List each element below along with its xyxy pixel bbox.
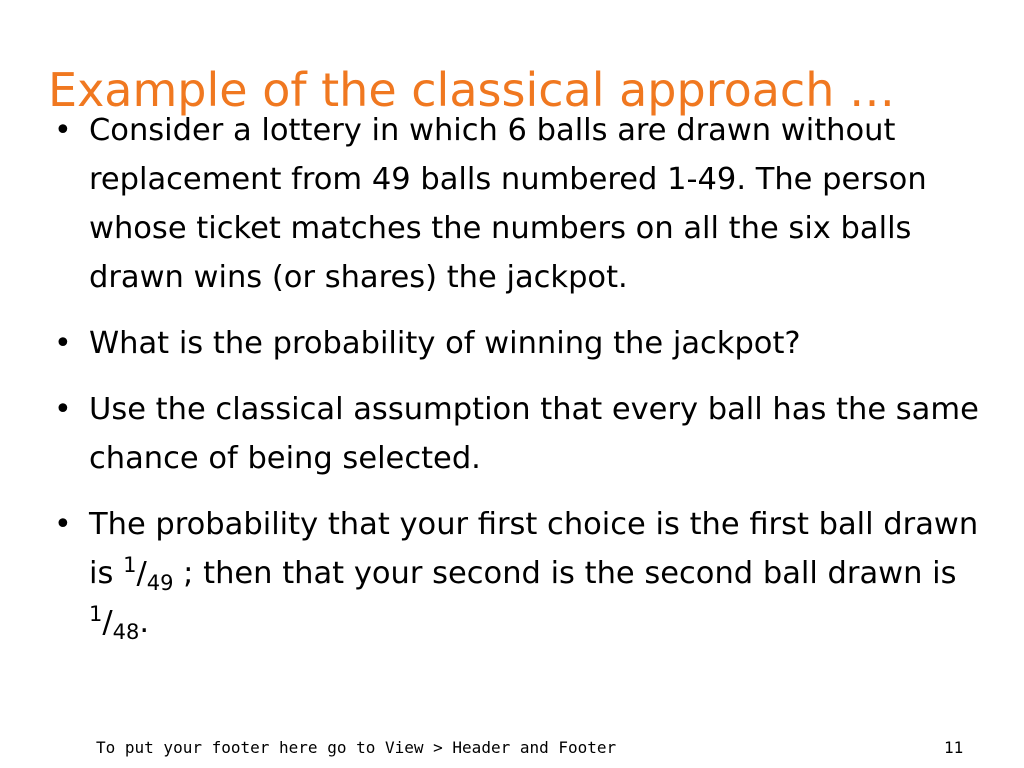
fraction-slash: /: [136, 556, 147, 591]
fraction-numerator: 1: [89, 601, 103, 626]
bullet-item-probability: [54, 500, 989, 647]
page-number: 11: [944, 738, 964, 757]
bullet-text: [89, 507, 979, 645]
bullet-text-part: ; then that your second is the second ball drawn is: [173, 556, 957, 591]
footer-text: To put your footer here go to View > Header and Footer: [96, 738, 617, 757]
bullet-icon: •: [54, 113, 72, 148]
bullet-text-part: .: [139, 605, 150, 640]
bullet-item-question: [54, 319, 989, 368]
fraction-slash: /: [102, 605, 113, 640]
slide-title: Example of the classical approach …: [48, 62, 896, 117]
bullet-icon: •: [54, 392, 72, 427]
bullet-item-lottery: [54, 106, 989, 302]
bullet-text: Use the classical assumption that every ball has the same chance of being selected.: [89, 392, 979, 476]
bullet-text: What is the probability of winning the jackpot?: [89, 326, 801, 361]
bullet-text: Consider a lottery in which 6 balls are drawn without replacement from 49 balls numbered 1-49. The person whose ticket matches the numbers on all the six balls drawn wins (or shares) the jackpot.: [89, 113, 927, 295]
fraction-numerator: 1: [123, 552, 137, 577]
fraction-denominator: 48: [112, 620, 140, 645]
bullet-icon: •: [54, 326, 72, 361]
bullet-text-part: The probability that your first choice is the first ball drawn is: [89, 507, 979, 591]
fraction-denominator: 49: [146, 571, 174, 596]
bullet-item-assumption: [54, 385, 989, 483]
bullet-list: [54, 106, 989, 664]
bullet-icon: •: [54, 507, 72, 542]
